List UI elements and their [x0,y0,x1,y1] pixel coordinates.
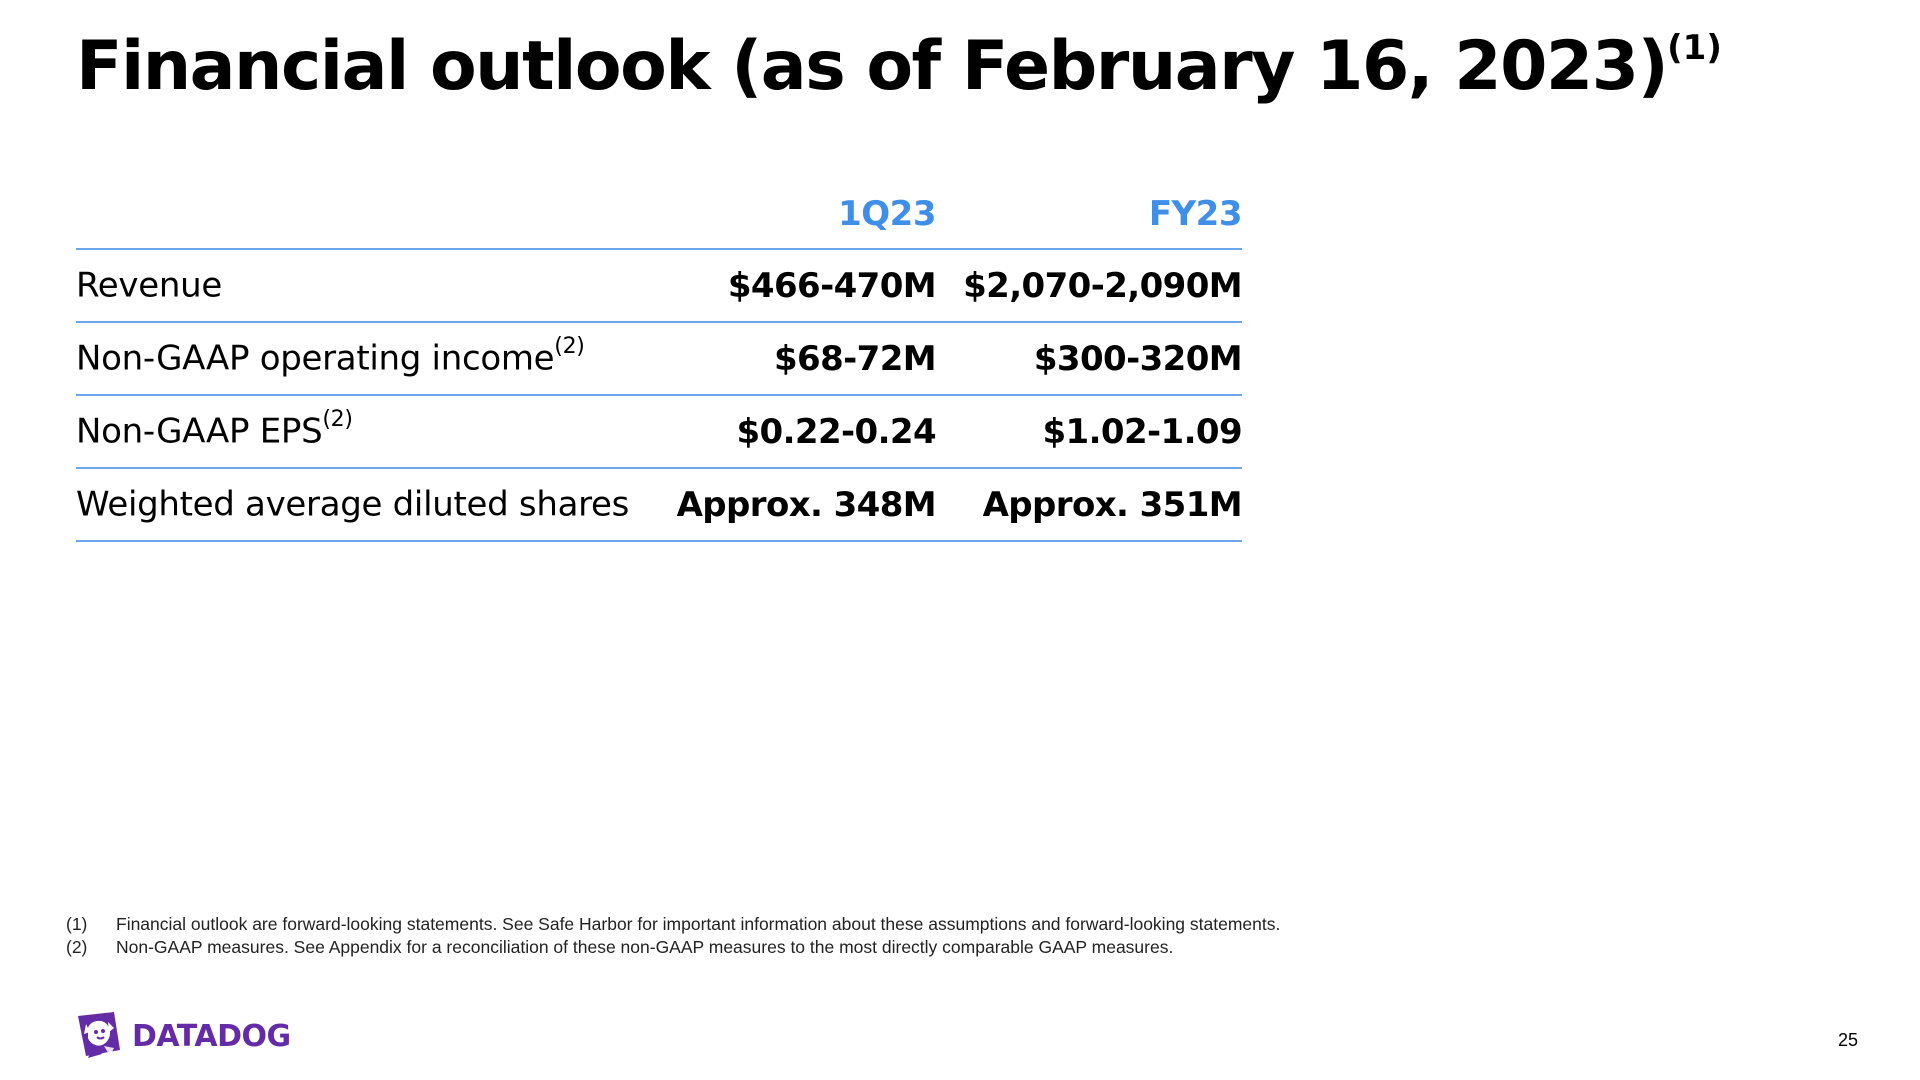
datadog-dog-icon [74,1010,124,1062]
diluted-shares-fy23-value: Approx. 351M [936,468,1242,541]
eps-1q23-value: $0.22-0.24 [676,395,936,468]
footnote-1 [66,913,1280,936]
row-label-text: Revenue [76,265,222,306]
title-footnote-ref: (1) [1667,28,1722,69]
row-label-operating-income [76,322,676,395]
slide-title-text: Financial outlook (as of February 16, 2023) [76,27,1668,106]
page-number: 25 [1837,1030,1858,1050]
row-label-text: Non-GAAP operating income [76,338,555,379]
row-label-text: Non-GAAP EPS [76,411,323,452]
eps-fy23-value: $1.02-1.09 [936,395,1242,468]
row-label-text: Weighted average diluted shares [76,484,630,525]
column-header-1q23: 1Q23 [676,180,936,249]
row-label-eps [76,395,676,468]
footnote-2 [66,936,1280,959]
diluted-shares-1q23-value: Approx. 348M [676,468,936,541]
footnote-marker: (2) [66,937,88,957]
financial-outlook-table [76,180,1242,542]
footnote-text: Non-GAAP measures. See Appendix for a reconciliation of these non-GAAP measures to the most directly comparable GAAP measures. [116,937,1174,957]
table-row [76,249,1242,322]
revenue-1q23-value: $466-470M [676,249,936,322]
row-label-diluted-shares [76,468,676,541]
footnote-marker: (1) [66,914,88,934]
revenue-fy23-value: $2,070-2,090M [936,249,1242,322]
row-label-revenue [76,249,676,322]
row-footnote-ref: (2) [554,334,585,360]
datadog-wordmark: DATADOG [132,1018,291,1054]
footnotes [66,913,1280,959]
operating-income-fy23-value: $300-320M [936,322,1242,395]
slide-title [76,27,1722,106]
operating-income-1q23-value: $68-72M [676,322,936,395]
column-header-fy23: FY23 [936,180,1242,249]
table-row [76,395,1242,468]
table-row [76,322,1242,395]
table-row [76,468,1242,541]
header-spacer [76,180,676,249]
datadog-logo [74,1010,291,1062]
table-header-row [76,180,1242,249]
row-footnote-ref: (2) [322,407,353,433]
footnote-text: Financial outlook are forward-looking statements. See Safe Harbor for important information about these assumptions and forward-looking statements. [116,914,1281,934]
